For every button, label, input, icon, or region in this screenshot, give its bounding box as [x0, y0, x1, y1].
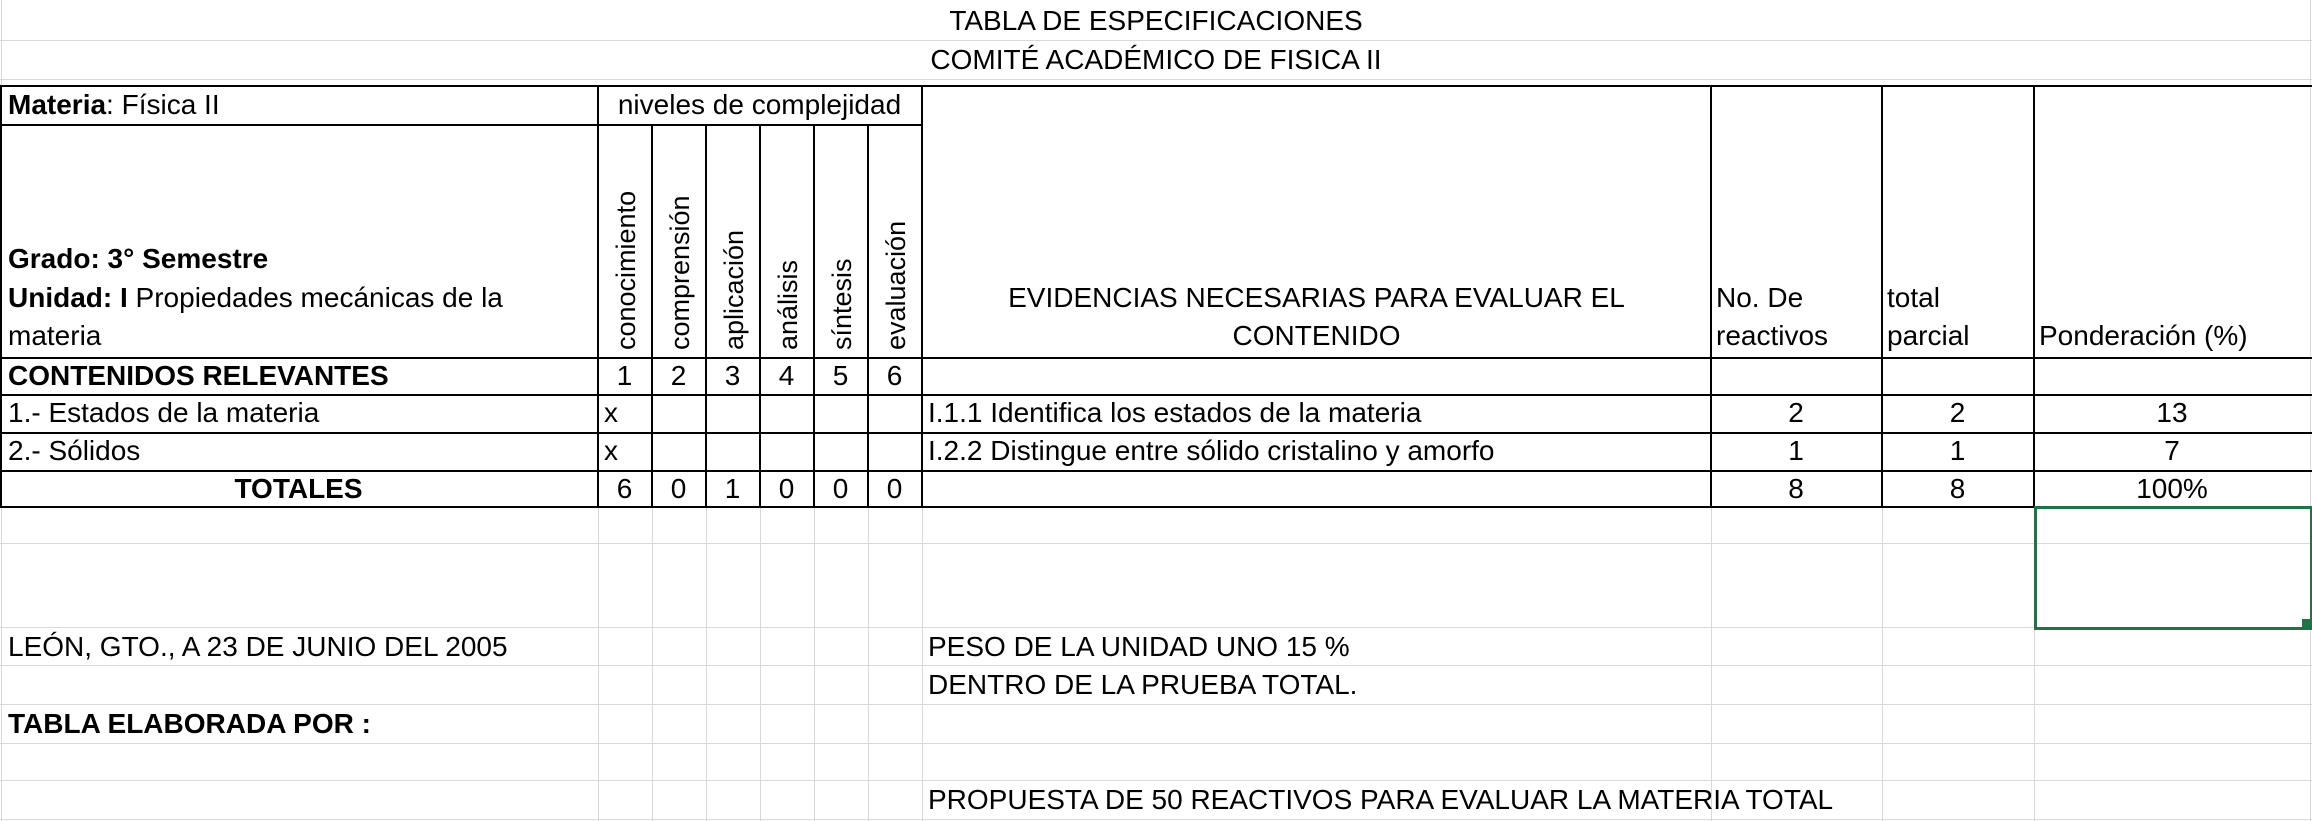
table-row-reactivos[interactable]: 2 [1788, 397, 1804, 428]
sheet-subtitle[interactable]: COMITÉ ACADÉMICO DE FISICA II [930, 44, 1382, 75]
table-border [597, 85, 599, 508]
place-date[interactable]: LEÓN, GTO., A 23 DE JUNIO DEL 2005 [8, 631, 508, 662]
totales-level[interactable]: 0 [886, 473, 903, 504]
table-row-reactivos[interactable]: 1 [1788, 435, 1804, 466]
table-border [759, 124, 761, 508]
table-row-parcial[interactable]: 1 [1949, 435, 1966, 466]
gridline [0, 819, 2312, 820]
table-row-evidencia[interactable]: I.2.2 Distingue entre sólido cristalino y amorfo [928, 435, 1495, 466]
level-number[interactable]: 4 [778, 360, 795, 391]
evidencias-header-line2: CONTENIDO [1232, 320, 1401, 351]
level-number[interactable]: 2 [670, 360, 687, 391]
gridline [814, 506, 815, 821]
level-header-4[interactable]: análisis [773, 259, 803, 350]
totales-level[interactable]: 0 [778, 473, 795, 504]
gridline [1882, 506, 1883, 821]
materia-value: : Física II [106, 89, 220, 120]
table-row-parcial[interactable]: 2 [1949, 397, 1966, 428]
table-row-evidencia[interactable]: I.1.1 Identifica los estados de la materia [928, 397, 1422, 428]
level-number[interactable]: 1 [616, 360, 633, 391]
evidencias-header-line1[interactable]: EVIDENCIAS NECESARIAS PARA EVALUAR EL [1008, 282, 1625, 313]
gridline [922, 506, 923, 821]
grado-label[interactable]: Grado: 3° Semestre [8, 243, 269, 274]
table-border [705, 124, 707, 508]
table-row-mark[interactable]: x [604, 397, 618, 428]
no-reactivos-header-line1[interactable]: No. De [1716, 282, 1804, 313]
level-header-2[interactable]: comprensión [665, 195, 695, 350]
propuesta[interactable]: PROPUESTA DE 50 REACTIVOS PARA EVALUAR LA MATERIA TOTAL [928, 784, 1834, 815]
totales-label[interactable]: TOTALES [234, 473, 363, 504]
table-border [651, 124, 653, 508]
unidad-line2: materia [8, 320, 102, 351]
totales-level[interactable]: 0 [670, 473, 687, 504]
gridline [1711, 506, 1712, 821]
unidad-label: Unidad: I [8, 282, 128, 313]
ponderacion-header[interactable]: Ponderación (%) [2039, 320, 2248, 351]
table-border [813, 124, 815, 508]
table-row-ponderacion[interactable]: 13 [2156, 397, 2188, 428]
table-border [0, 85, 2312, 87]
totales-parcial[interactable]: 8 [1949, 473, 1966, 504]
level-header-1[interactable]: conocimiento [611, 190, 641, 350]
totales-level[interactable]: 6 [616, 473, 633, 504]
level-header-3[interactable]: aplicación [719, 229, 749, 350]
table-row-contenido[interactable]: 1.- Estados de la materia [8, 397, 320, 428]
total-parcial-header-line1[interactable]: total [1887, 282, 1940, 313]
table-row-ponderacion[interactable]: 7 [2164, 435, 2180, 466]
elaborada-por[interactable]: TABLA ELABORADA POR : [8, 708, 371, 739]
gridline [0, 79, 2312, 80]
gridline [2310, 0, 2311, 821]
contenidos-header[interactable]: CONTENIDOS RELEVANTES [8, 360, 389, 391]
no-reactivos-header-line2: reactivos [1716, 320, 1829, 351]
total-parcial-header-line2: parcial [1887, 320, 1970, 351]
gridline [598, 506, 599, 821]
totales-level[interactable]: 1 [724, 473, 741, 504]
level-header-5[interactable]: síntesis [827, 258, 857, 350]
level-number[interactable]: 5 [832, 360, 849, 391]
gridline [652, 506, 653, 821]
table-border [0, 85, 2, 508]
gridline [868, 506, 869, 821]
fill-handle[interactable] [2302, 619, 2310, 627]
unidad-line1: Propiedades mecánicas de la [127, 282, 503, 313]
sheet-title[interactable]: TABLA DE ESPECIFICACIONES [949, 5, 1363, 36]
peso-line2[interactable]: DENTRO DE LA PRUEBA TOTAL. [928, 669, 1358, 700]
niveles-header[interactable]: niveles de complejidad [617, 89, 902, 120]
table-border [0, 124, 922, 126]
table-row-mark[interactable]: x [604, 435, 618, 466]
peso-line1[interactable]: PESO DE LA UNIDAD UNO 15 % [928, 631, 1350, 662]
gridline [0, 543, 2312, 544]
totales-reactivos[interactable]: 8 [1788, 473, 1804, 504]
unidad-cell[interactable] [8, 279, 503, 317]
materia-cell[interactable] [8, 86, 220, 124]
materia-label: Materia [8, 89, 107, 120]
level-number[interactable]: 3 [724, 360, 741, 391]
gridline [706, 506, 707, 821]
level-header-6[interactable]: evaluación [881, 220, 911, 350]
totales-ponderacion[interactable]: 100% [2136, 473, 2208, 504]
totales-level[interactable]: 0 [832, 473, 849, 504]
table-border [867, 124, 869, 508]
level-number[interactable]: 6 [886, 360, 903, 391]
selected-cell[interactable] [2034, 506, 2312, 630]
gridline [760, 506, 761, 821]
gridline [0, 743, 2312, 744]
table-row-contenido[interactable]: 2.- Sólidos [8, 435, 141, 466]
